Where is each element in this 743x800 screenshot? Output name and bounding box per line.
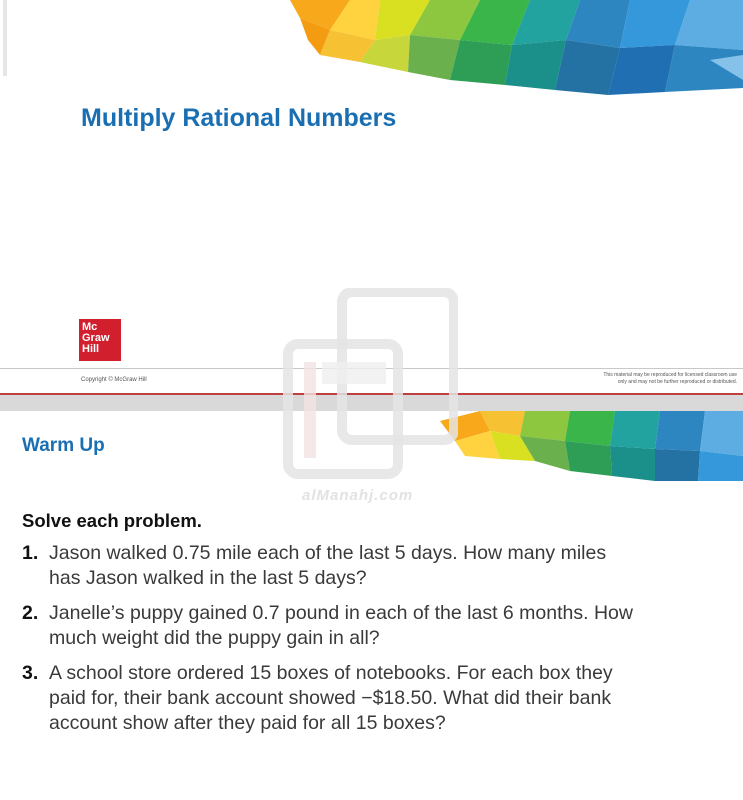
problem-text-line: has Jason walked in the last 5 days? [49,567,367,589]
copyright-text: Copyright © McGraw Hill [81,377,147,383]
section-heading: Warm Up [22,435,105,456]
problem-text-line: Janelle’s puppy gained 0.7 pound in each of the last 6 months. How [49,602,633,624]
problem-text-line: paid for, their bank account showed −$18.50. What did their bank [49,687,612,709]
problem-text-line: much weight did the puppy gain in all? [49,627,380,649]
problem-number: 2. [22,602,39,624]
problem-item [22,541,712,591]
problem-text-line: A school store ordered 15 boxes of notebooks. For each box they [49,662,613,684]
logo-line: Mc [82,321,98,333]
slide-title: Multiply Rational Numbers [81,104,397,132]
logo-line: Hill [82,343,100,355]
problem-number: 1. [22,542,39,564]
problem-text-line: Jason walked 0.75 mile each of the last 5 days. How many miles [49,542,607,564]
warm-up-slide [0,411,743,800]
logo-line: Graw [82,332,110,344]
footer-divider [0,368,743,369]
problem-list [22,541,712,746]
title-slide [0,0,743,395]
mcgraw-hill-logo [79,319,121,361]
legal-line: This material may be reproduced for licensed classroom use [603,372,737,378]
legal-line: only and may not be further reproduced or distributed. [617,379,737,385]
problem-item [22,601,712,651]
problem-text-line: account show after they paid for all 15 boxes? [49,712,446,734]
problem-item [22,661,712,736]
slide-divider [0,393,743,395]
geometric-banner [290,0,743,95]
legal-notice [603,372,737,386]
problem-number: 3. [22,662,39,684]
geometric-banner [440,411,743,481]
watermark-text: alManahj.com [302,487,414,504]
scroll-indicator [3,0,7,76]
instruction-text: Solve each problem. [22,510,202,531]
